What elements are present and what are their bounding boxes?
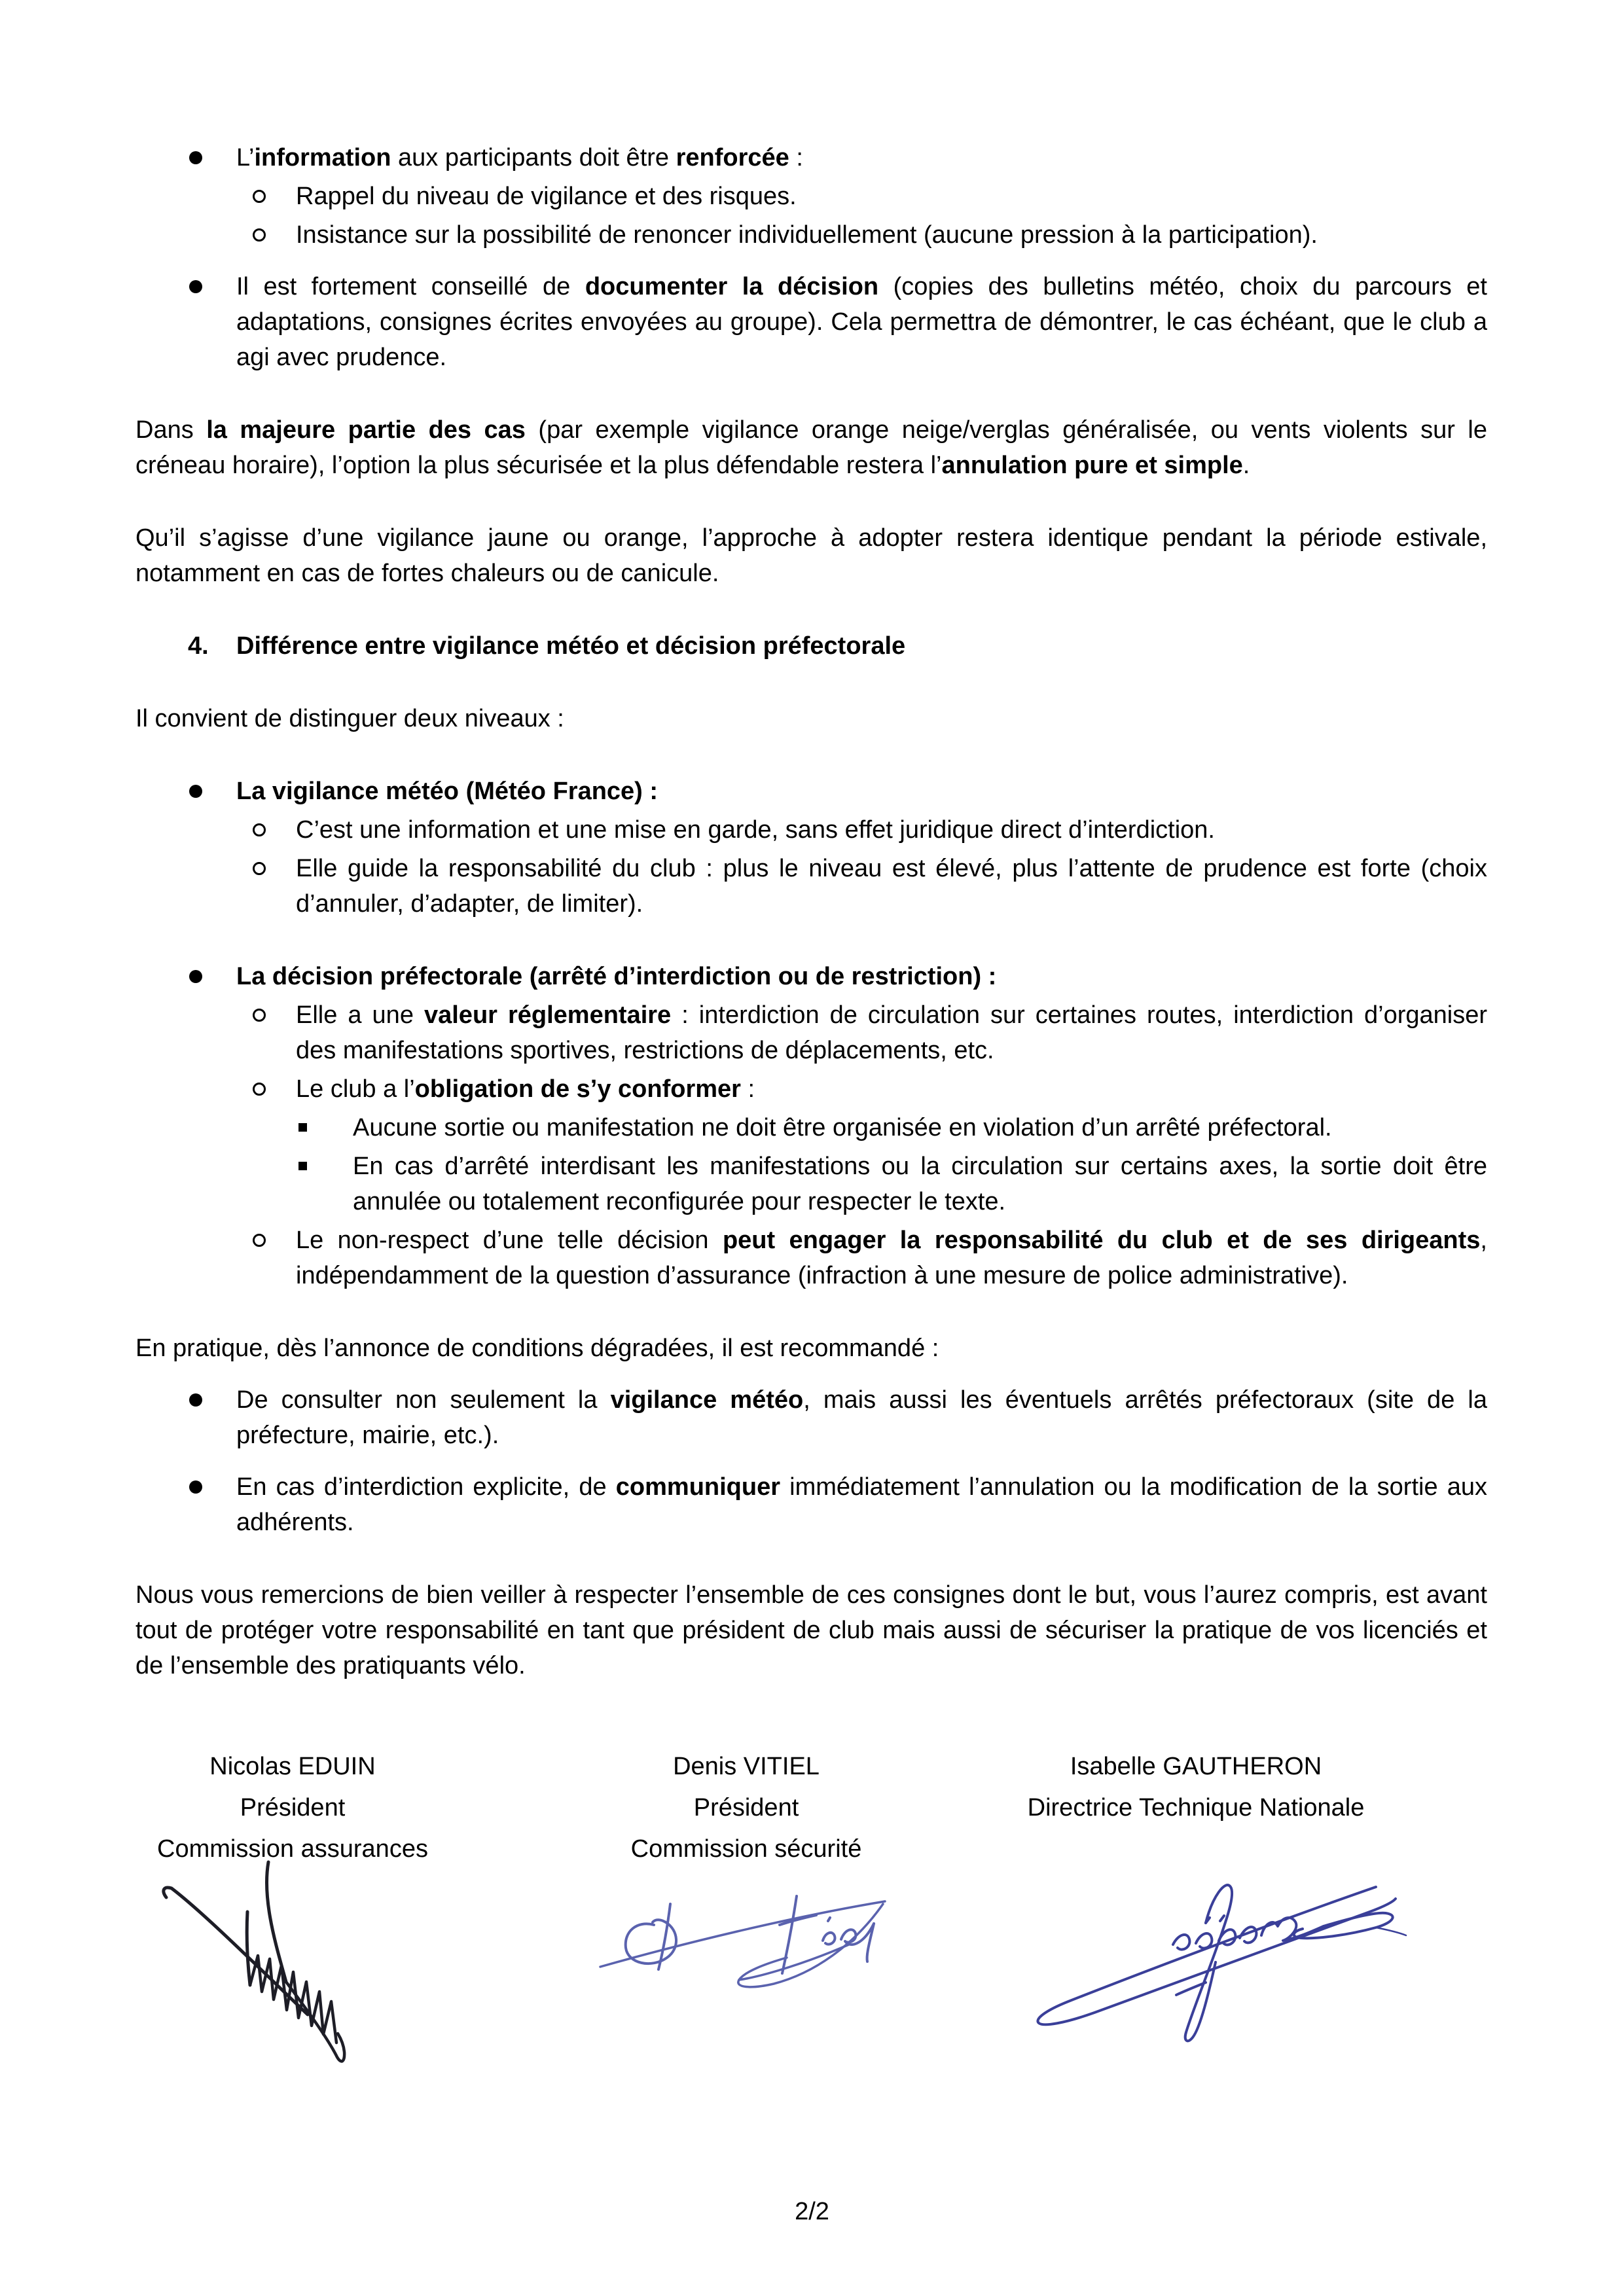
list-item [135, 217, 1487, 253]
bullet-marker [189, 1480, 202, 1494]
list-item [135, 1223, 1487, 1293]
text-run: Dans la majeure partie des cas (par exemple vigilance orange neige/verglas généralisée, ou vents violents sur le créneau horaire), l’option la plus sécurisée et la plus défendable restera l’annulation pure et simple. [135, 416, 1487, 479]
bullet-marker [189, 280, 202, 293]
signatory-org: Commission sécurité [630, 1835, 862, 1863]
signatory-org: Commission assurances [157, 1835, 428, 1863]
text-run: En pratique, dès l’annonce de conditions dégradées, il est recommandé : [135, 1335, 939, 1362]
text-run: Nous vous remercions de bien veiller à respecter l’ensemble de ces consignes dont le but, vous l’aurez compris, est avant tout de protéger votre responsabilité en tant que président de club mais aussi de sécuriser la pratique de vos licenciés et de l’ensemble des pratiquants vélo. [135, 1581, 1487, 1679]
page-number: 2/2 [795, 2198, 829, 2225]
signatory-block-3 [1013, 1746, 1379, 1829]
paragraph [135, 412, 1487, 483]
text-run: Elle a une valeur réglementaire : interdiction de circulation sur certaines routes, interdiction d’organiser des manifestations sportives, restrictions de déplacements, etc. [296, 1001, 1488, 1064]
bullet-marker [253, 190, 266, 203]
document-body [135, 140, 1487, 1687]
text-run: La vigilance météo (Météo France) : [236, 778, 659, 805]
bullet-marker [189, 151, 202, 164]
paragraph [135, 520, 1487, 591]
list-item [135, 1071, 1487, 1107]
handwritten-signature-icon [152, 1854, 361, 2077]
page-footer [0, 2194, 1624, 2229]
list-item [135, 1149, 1487, 1219]
paragraph [135, 701, 1487, 736]
list-item [135, 774, 1487, 809]
list-item [135, 1469, 1487, 1540]
bullet-marker [189, 970, 202, 983]
bullet-marker [253, 228, 266, 242]
text-run: Il convient de distinguer deux niveaux : [135, 705, 564, 732]
text-run: De consulter non seulement la vigilance météo, mais aussi les éventuels arrêtés préfectoraux (site de la préfecture, mairie, etc.). [236, 1386, 1487, 1449]
bullet-marker [189, 785, 202, 798]
signatory-block-2 [589, 1746, 903, 1870]
signatory-role: Président [693, 1794, 799, 1821]
text-run: Rappel du niveau de vigilance et des risques. [296, 183, 797, 210]
list-item [135, 812, 1487, 848]
bullet-marker [298, 1123, 307, 1132]
bullet-marker [253, 862, 266, 875]
heading-number: 4. [188, 632, 209, 660]
text-run: Le non-respect d’une telle décision peut engager la responsabilité du club et de ses dirigeants, indépendamment de la question d’assurance (infraction à une mesure de police administrative). [296, 1227, 1487, 1289]
text-run: Elle guide la responsabilité du club : plus le niveau est élevé, plus l’attente de prudence est forte (choix d’annuler, d’adapter, de limiter). [296, 855, 1487, 918]
handwritten-signature-icon [594, 1884, 892, 2002]
bullet-marker [253, 823, 266, 836]
signatory-role: Directrice Technique Nationale [1027, 1794, 1365, 1821]
handwritten-signature-icon [1009, 1861, 1428, 2057]
signature-section [135, 1746, 1487, 2113]
list-item [135, 959, 1487, 994]
text-run: Qu’il s’agisse d’une vigilance jaune ou orange, l’approche à adopter restera identique pendant la période estivale, notamment en cas de fortes chaleurs ou de canicule. [135, 524, 1487, 587]
text-run: Le club a l’obligation de s’y conformer : [296, 1075, 755, 1103]
signatory-name: Isabelle GAUTHERON [1070, 1753, 1322, 1780]
list-item [135, 140, 1487, 175]
paragraph [135, 1331, 1487, 1366]
bullet-marker [253, 1083, 266, 1096]
paragraph [135, 1577, 1487, 1683]
list-item [135, 851, 1487, 922]
text-run: En cas d’arrêté interdisant les manifestations ou la circulation sur certains axes, la sortie doit être annulée ou totalement reconfigurée pour respecter le texte. [353, 1153, 1487, 1215]
text-run: Différence entre vigilance météo et décision préfectorale [236, 632, 906, 660]
list-item [135, 179, 1487, 214]
signatory-name: Nicolas EDUIN [209, 1753, 376, 1780]
bullet-marker [298, 1162, 307, 1170]
list-item [135, 1382, 1487, 1453]
text-run: En cas d’interdiction explicite, de communiquer immédiatement l’annulation ou la modification de la sortie aux adhérents. [236, 1473, 1487, 1536]
text-run: L’information aux participants doit être renforcée : [236, 144, 803, 171]
signatory-role: Président [240, 1794, 346, 1821]
list-item [135, 997, 1487, 1068]
bullet-marker [253, 1009, 266, 1022]
text-run: Insistance sur la possibilité de renoncer individuellement (aucune pression à la participation). [296, 221, 1318, 249]
text-run: C’est une information et une mise en garde, sans effet juridique direct d’interdiction. [296, 816, 1215, 844]
section-heading [135, 628, 1487, 664]
signatory-block-1 [135, 1746, 450, 1870]
text-run: Aucune sortie ou manifestation ne doit être organisée en violation d’un arrêté préfectoral. [353, 1114, 1332, 1141]
text-run: La décision préfectorale (arrêté d’interdiction ou de restriction) : [236, 963, 997, 990]
list-item [135, 269, 1487, 375]
list-item [135, 1110, 1487, 1145]
signatory-name: Denis VITIEL [673, 1753, 820, 1780]
text-run: Il est fortement conseillé de documenter la décision (copies des bulletins météo, choix du parcours et adaptations, consignes écrites envoyées au groupe). Cela permettra de démontrer, le cas échéant, que le club a agi avec prudence. [236, 273, 1487, 371]
bullet-marker [189, 1393, 202, 1407]
bullet-marker [253, 1234, 266, 1247]
